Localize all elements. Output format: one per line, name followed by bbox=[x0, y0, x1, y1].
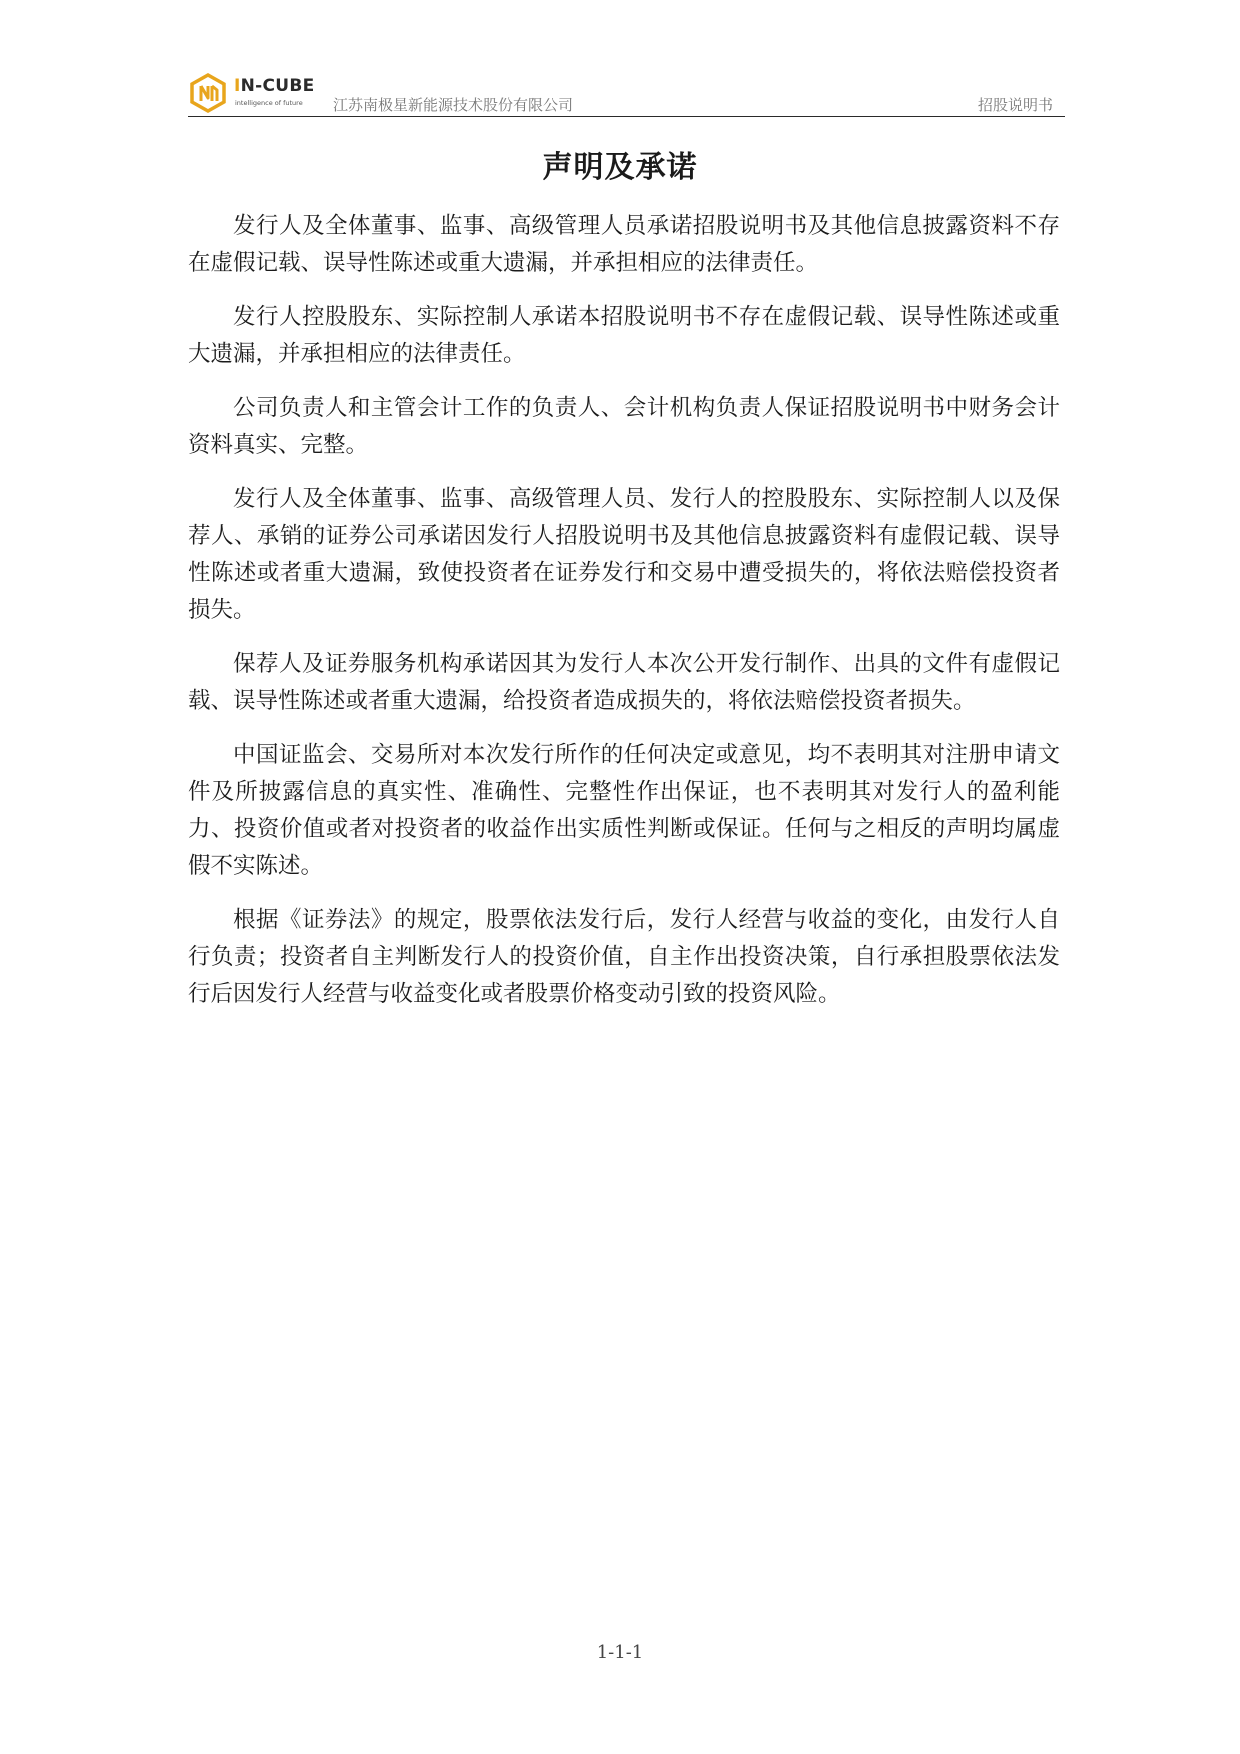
header-document-type: 招股说明书 bbox=[977, 96, 1053, 114]
statement-body bbox=[188, 208, 1060, 1030]
paragraph: 发行人及全体董事、监事、高级管理人员、发行人的控股股东、实际控制人以及保荐人、承销的证券公司承诺因发行人招股说明书及其他信息披露资料有虚假记载、误导性陈述或者重大遗漏，致使投资者在证券发行和交易中遭受损失的，将依法赔偿投资者损失。 bbox=[188, 486, 1060, 623]
paragraph: 公司负责人和主管会计工作的负责人、会计机构负责人保证招股说明书中财务会计资料真实、完整。 bbox=[188, 395, 1060, 458]
paragraph: 发行人控股股东、实际控制人承诺本招股说明书不存在虚假记载、误导性陈述或重大遗漏，并承担相应的法律责任。 bbox=[188, 304, 1060, 367]
paragraph: 根据《证券法》的规定，股票依法发行后，发行人经营与收益的变化，由发行人自行负责；投资者自主判断发行人的投资价值，自主作出投资决策，自行承担股票依法发行后因发行人经营与收益变化或者股票价格变动引致的投资风险。 bbox=[188, 907, 1060, 1007]
paragraph: 保荐人及证券服务机构承诺因其为发行人本次公开发行制作、出具的文件有虚假记载、误导性陈述或者重大遗漏，给投资者造成损失的，将依法赔偿投资者损失。 bbox=[188, 651, 1060, 714]
page-header bbox=[188, 72, 1065, 117]
header-company-name: 江苏南极星新能源技术股份有限公司 bbox=[333, 96, 574, 114]
page-number: 1-1-1 bbox=[596, 1642, 644, 1663]
paragraph: 发行人及全体董事、监事、高级管理人员承诺招股说明书及其他信息披露资料不存在虚假记载、误导性陈述或重大遗漏，并承担相应的法律责任。 bbox=[188, 213, 1060, 276]
company-logo bbox=[188, 72, 318, 112]
page-title: 声明及承诺 bbox=[542, 150, 698, 185]
cube-logo-icon bbox=[188, 73, 228, 113]
logo-tagline: intelligence of future bbox=[235, 99, 303, 107]
logo-wordmark: IN-CUBE bbox=[234, 76, 315, 96]
paragraph: 中国证监会、交易所对本次发行所作的任何决定或意见，均不表明其对注册申请文件及所披露信息的真实性、准确性、完整性作出保证，也不表明其对发行人的盈利能力、投资价值或者对投资者的收益作出实质性判断或保证。任何与之相反的声明均属虚假不实陈述。 bbox=[188, 742, 1060, 879]
